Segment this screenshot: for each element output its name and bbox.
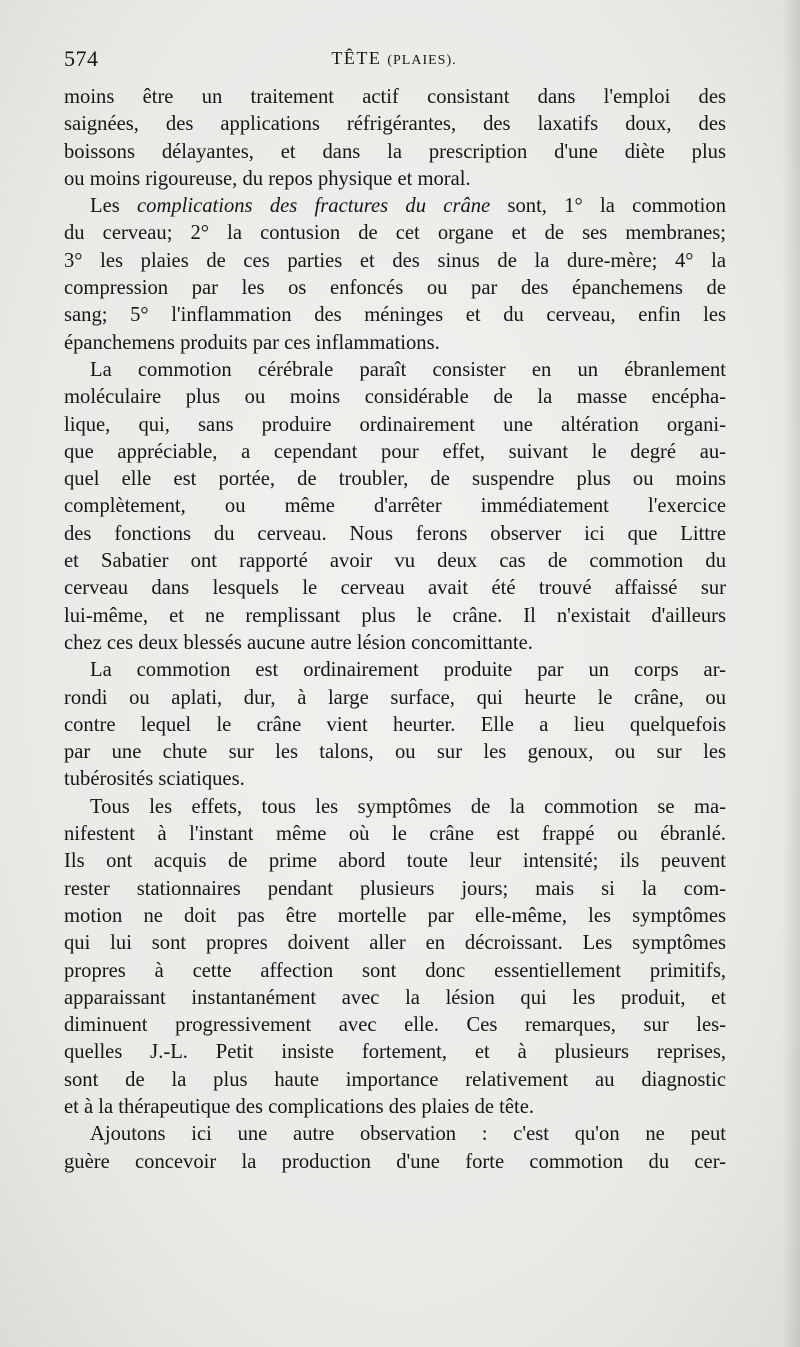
page-edge-shadow <box>782 0 800 1347</box>
text-line: qui lui sont propres doivent aller en décroissant. Les symptômes <box>64 932 726 955</box>
text-line: La commotion est ordinairement produite par un corps ar- <box>90 659 726 682</box>
text-line: et Sabatier ont rapporté avoir vu deux cas de commotion du <box>64 550 726 573</box>
running-head <box>64 48 724 69</box>
text-line: rondi ou aplati, dur, à large surface, qui heurte le crâne, ou <box>64 686 726 709</box>
text-line: motion ne doit pas être mortelle par elle-même, les symptômes <box>64 904 726 927</box>
text-fragment: sont, 1° la commotion <box>490 195 726 218</box>
body-text <box>64 84 726 1176</box>
text-line: Ils ont acquis de prime abord toute leur intensité; ils peuvent <box>64 850 726 873</box>
text-line: quel elle est portée, de troubler, de suspendre plus ou moins <box>64 468 726 491</box>
text-line: que appréciable, a cependant pour effet, suivant le degré au- <box>64 440 726 463</box>
text-line: cerveau dans lesquels le cerveau avait été trouvé affaissé sur <box>64 577 726 600</box>
text-line: guère concevoir la production d'une forte commotion du cer- <box>64 1150 726 1173</box>
page-number: 574 <box>64 46 99 71</box>
text-line: épanchemens produits par ces inflammations. <box>64 331 440 354</box>
running-head-title: TÊTE <box>331 48 382 68</box>
text-line: chez ces deux blessés aucune autre lésion concomittante. <box>64 631 533 654</box>
text-line: compression par les os enfoncés ou par des épanchemens de <box>64 277 726 300</box>
text-line: et à la thérapeutique des complications des plaies de tête. <box>64 1095 535 1118</box>
text-line: La commotion cérébrale paraît consister en un ébranlement <box>90 358 726 381</box>
text-line: apparaissant instantanément avec la lésion qui les produit, et <box>64 986 726 1009</box>
text-line: Tous les effets, tous les symptômes de la commotion se ma- <box>90 795 726 818</box>
text-line: des fonctions du cerveau. Nous ferons observer ici que Littre <box>64 522 726 545</box>
text-line: sont de la plus haute importance relativement au diagnostic <box>64 1068 726 1091</box>
text-fragment: Les <box>90 195 138 218</box>
text-line: quelles J.-L. Petit insiste fortement, et à plusieurs reprises, <box>64 1041 726 1064</box>
text-line: ou moins rigoureuse, du repos physique et moral. <box>64 167 471 190</box>
text-line: 3° les plaies de ces parties et des sinus de la dure-mère; 4° la <box>64 249 726 272</box>
text-line: boissons délayantes, et dans la prescription d'une diète plus <box>64 140 726 163</box>
text-line: du cerveau; 2° la contusion de cet organe et de ses membranes; <box>64 222 726 245</box>
running-head-subtitle: (PLAIES). <box>387 53 457 68</box>
text-line: Ajoutons ici une autre observation : c'est qu'on ne peut <box>90 1123 726 1146</box>
text-line: moins être un traitement actif consistant dans l'emploi des <box>64 86 726 108</box>
text-line: par une chute sur les talons, ou sur les genoux, ou sur les <box>64 741 726 764</box>
italic-phrase: complications des fractures du crâne <box>137 195 491 218</box>
text-line: nifestent à l'instant même où le crâne est frappé ou ébranlé. <box>64 823 726 846</box>
text-line: complètement, ou même d'arrêter immédiatement l'exercice <box>64 495 726 518</box>
text-line: propres à cette affection sont donc essentiellement primitifs, <box>64 959 726 982</box>
text-line: contre lequel le crâne vient heurter. Elle a lieu quelquefois <box>64 713 726 736</box>
text-line: rester stationnaires pendant plusieurs jours; mais si la com- <box>64 877 726 900</box>
text-line: lique, qui, sans produire ordinairement une altération organi- <box>64 413 726 436</box>
text-line: moléculaire plus ou moins considérable de la masse encépha- <box>64 386 726 409</box>
page-header <box>64 46 724 80</box>
text-line-italic-phrase <box>64 193 726 220</box>
text-line: diminuent progressivement avec elle. Ces remarques, sur les- <box>64 1014 726 1037</box>
text-line: saignées, des applications réfrigérantes, des laxatifs doux, des <box>64 113 726 136</box>
text-line: tubérosités sciatiques. <box>64 768 245 791</box>
text-line: lui-même, et ne remplissant plus le crâne. Il n'existait d'ailleurs <box>64 604 726 627</box>
text-line: sang; 5° l'inflammation des méninges et du cerveau, enfin les <box>64 304 726 327</box>
